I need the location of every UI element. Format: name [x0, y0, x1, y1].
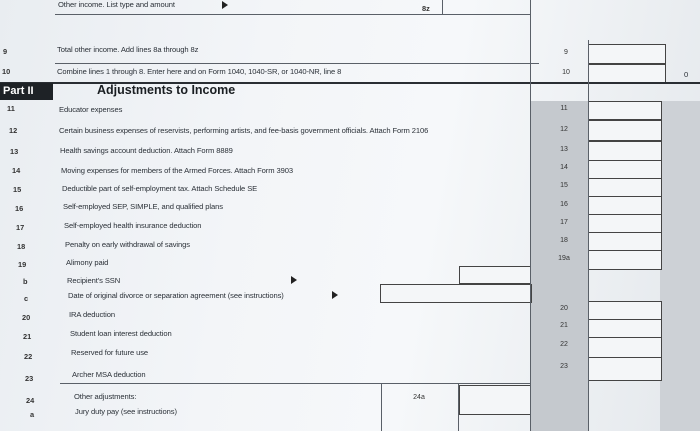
line-8z-box-label: 8z [422, 4, 430, 13]
line-15-input[interactable] [588, 178, 662, 198]
line-11-label: Educator expenses [59, 105, 123, 114]
line-24a-label: Jury duty pay (see instructions) [75, 407, 177, 416]
line-12-box-label: 12 [560, 126, 568, 133]
line-24-label: Other adjustments: [74, 392, 137, 401]
line-17-box-label: 17 [560, 219, 568, 226]
arrow-icon [332, 291, 338, 299]
line-9-label: Total other income. Add lines 8a through 8z [57, 45, 199, 54]
recipient-ssn-input[interactable] [459, 266, 531, 284]
line-17-input[interactable] [588, 214, 662, 234]
line-16-number: 16 [15, 204, 24, 213]
line-18-label: Penalty on early withdrawal of savings [65, 240, 190, 249]
line-23-label: Archer MSA deduction [72, 370, 146, 379]
line-16-input[interactable] [588, 196, 662, 216]
line-11-box-label: 11 [560, 105, 568, 112]
arrow-icon [222, 1, 228, 9]
line-20-label: IRA deduction [69, 310, 115, 319]
line-9-number: 9 [3, 47, 8, 56]
line-19c-letter: c [24, 294, 29, 303]
line-23-box-label: 23 [560, 363, 568, 370]
line-10-input[interactable] [588, 64, 666, 83]
line-18-box-label: 18 [560, 237, 568, 244]
line-19b-label: Recipient's SSN [67, 276, 121, 285]
line-22-number: 22 [24, 352, 33, 361]
line-15-box-label: 15 [560, 182, 568, 189]
amount-column-shade-right [660, 101, 700, 431]
line-10-label: Combine lines 1 through 8. Enter here and on Form 1040, 1040-SR, or 1040-NR, line 8 [57, 67, 342, 76]
line-24a-letter: a [30, 410, 35, 419]
line-20-input[interactable] [588, 301, 662, 321]
line-16-label: Self-employed SEP, SIMPLE, and qualified plans [63, 202, 223, 211]
line-20-box-label: 20 [560, 305, 568, 312]
part-ii-title: Adjustments to Income [97, 83, 236, 97]
line-21-box-label: 21 [560, 322, 568, 329]
line-13-label: Health savings account deduction. Attach Form 8889 [60, 146, 233, 155]
line-19c-label: Date of original divorce or separation agreement (see instructions) [68, 291, 284, 300]
line-21-input[interactable] [588, 319, 662, 339]
line-19a-box-label: 19a [558, 255, 570, 262]
line-14-number: 14 [12, 166, 21, 175]
line-16-box-label: 16 [560, 201, 568, 208]
line-19b-letter: b [23, 277, 28, 286]
line-23-number: 23 [25, 374, 34, 383]
line-11-number: 11 [7, 104, 15, 113]
arrow-icon [291, 276, 297, 284]
line-21-label: Student loan interest deduction [70, 329, 172, 338]
line-10-value: 0 [684, 70, 689, 79]
line-13-number: 13 [10, 147, 19, 156]
line-9-box-label: 9 [564, 49, 568, 56]
line-14-label: Moving expenses for members of the Armed Forces. Attach Form 3903 [61, 166, 293, 175]
line-19-number: 19 [18, 260, 27, 269]
line-18-input[interactable] [588, 232, 662, 252]
line-11-input[interactable] [588, 101, 662, 120]
line-24-number: 24 [26, 396, 35, 405]
line-8z-label: Other income. List type and amount [58, 0, 175, 9]
line-19a-input[interactable] [588, 250, 662, 270]
line-20-number: 20 [22, 313, 31, 322]
line-10-number: 10 [2, 67, 11, 76]
line-24a-input[interactable] [459, 385, 531, 415]
line-13-input[interactable] [588, 141, 662, 161]
line-22-label: Reserved for future use [71, 348, 149, 357]
line-14-input[interactable] [588, 160, 662, 180]
line-12-number: 12 [9, 126, 18, 135]
line-23-input[interactable] [588, 357, 662, 381]
line-14-box-label: 14 [560, 164, 568, 171]
line-21-number: 21 [23, 332, 32, 341]
line-22-box-label: 22 [560, 341, 568, 348]
line-10-box-label: 10 [562, 69, 570, 76]
line-12-input[interactable] [588, 120, 662, 141]
line-22-input[interactable] [588, 337, 662, 359]
line-15-number: 15 [13, 185, 22, 194]
line-9-input[interactable] [588, 44, 666, 64]
line-17-number: 17 [16, 223, 25, 232]
line-13-box-label: 13 [560, 146, 568, 153]
line-15-label: Deductible part of self-employment tax. Attach Schedule SE [62, 184, 258, 193]
line-19-label: Alimony paid [66, 258, 109, 267]
divorce-date-input[interactable] [380, 284, 532, 303]
line-18-number: 18 [17, 242, 26, 251]
line-24a-box-label: 24a [413, 394, 425, 401]
line-12-label: Certain business expenses of reservists, performing artists, and fee-basis government officials. Attach Form 2106 [59, 126, 429, 135]
part-ii-badge: Part II [0, 83, 53, 100]
line-17-label: Self-employed health insurance deduction [64, 221, 202, 230]
